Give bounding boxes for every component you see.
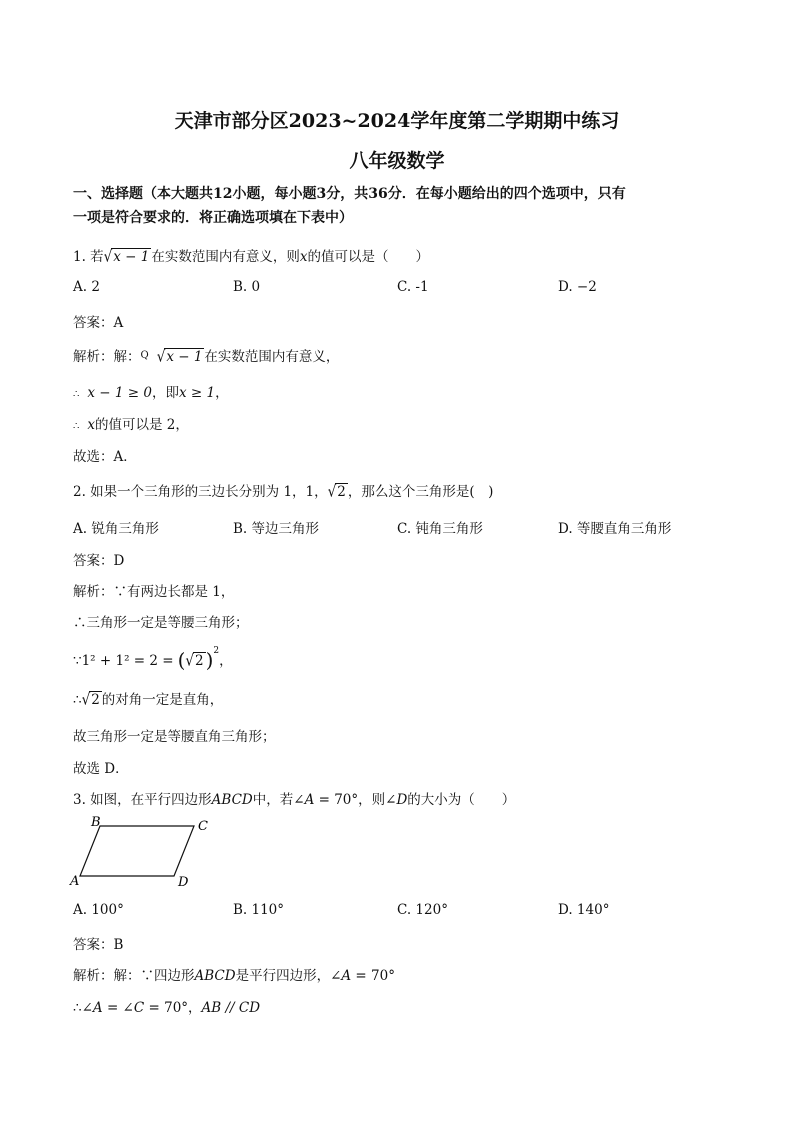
q3-stem: [73, 788, 515, 808]
q3-value: = 70°，则∠: [314, 792, 397, 808]
q2-solution-line3: [73, 646, 233, 672]
q1-step1-mid: ，即: [151, 385, 179, 401]
sqrt-icon: √: [327, 482, 337, 502]
section-heading-line1: 一、选择题（本大题共12小题，每小题3分，共36分．在每小题给出的四个选项中，只有: [73, 186, 626, 202]
q2-solution-line1: 解析：∵有两边长都是 1，: [73, 584, 235, 600]
therefore-icon: ∴: [73, 389, 80, 400]
q3-sol1-name: ABCD: [194, 968, 236, 984]
q3-option-a: A. 100°: [73, 902, 124, 918]
q1-solution-line2: [73, 381, 229, 401]
q1-answer: 答案：A: [73, 315, 124, 331]
q1-var: x: [299, 249, 308, 265]
vertex-label-d: D: [178, 875, 189, 890]
q3-figure-name: ABCD: [211, 792, 253, 808]
q1-option-d: D. −2: [558, 279, 597, 295]
page-title: 天津市部分区2023~2024学年度第二学期期中练习: [174, 110, 620, 132]
q2-option-d: D. 等腰直角三角形: [558, 521, 672, 537]
q1-conclusion: 故选：A．: [73, 449, 137, 465]
square-exponent: 2: [213, 646, 220, 656]
q3-sol2-prefix: ∴∠: [73, 1000, 93, 1016]
parallel-icon: //: [221, 1000, 239, 1016]
parallelogram-figure: [66, 814, 226, 890]
q3-solution-line1: [73, 964, 395, 984]
therefore-icon: ∴: [73, 421, 80, 432]
section-heading-line2: 一项是符合要求的．将正确选项填在下表中）: [73, 210, 353, 226]
q1-stem: [73, 245, 429, 265]
q2-sol3-eq: 1² + 1² = 2 =: [81, 653, 174, 669]
q2-solution-line4: [73, 688, 223, 708]
sqrt-icon: √: [103, 247, 113, 267]
q1-sol-suffix: 在实数范围内有意义，: [204, 349, 340, 365]
q1-sol-q: Q: [140, 350, 149, 361]
sqrt-icon: √: [156, 347, 166, 367]
q2-prefix: 2. 如果一个三角形的三边长分别为 1，1，: [73, 484, 328, 500]
q1-sol-prefix: 解析：解：: [73, 349, 141, 365]
q3-sol2-eq1: = ∠: [102, 1000, 134, 1016]
q1-step1-math: x − 1 ≥ 0: [87, 385, 152, 401]
q2-answer: 答案：D: [73, 553, 125, 569]
q2-sol4-radicand: 2: [91, 692, 100, 708]
q1-step2-var: x: [87, 417, 95, 433]
q3-sol2-cd: CD: [238, 1000, 261, 1016]
vertex-label-b: B: [91, 815, 101, 830]
q2-solution-line2: ∴三角形一定是等腰三角形；: [73, 615, 249, 631]
q3-sol1-prefix: 解析：解：∵四边形: [73, 968, 195, 984]
q3-angle-a: A: [304, 792, 315, 808]
vertex-label-a: A: [70, 874, 80, 889]
vertex-label-c: C: [198, 819, 208, 834]
q3-option-b: B. 110°: [233, 902, 285, 918]
q3-mid: 中，若∠: [252, 792, 305, 808]
q2-stem: [73, 480, 493, 500]
q2-option-c: C. 钝角三角形: [397, 521, 483, 537]
q3-prefix: 3. 如图，在平行四边形: [73, 792, 212, 808]
paren-left-icon: (: [177, 648, 186, 672]
q1-option-a: A. 2: [73, 279, 100, 295]
q3-answer: 答案：B: [73, 937, 124, 953]
q2-suffix: ，那么这个三角形是( ): [347, 484, 494, 500]
q1-step1-end: ，: [215, 385, 229, 401]
q3-sol1-angle: A: [341, 968, 352, 984]
q2-conclusion: 故选 D．: [73, 761, 129, 777]
q1-prefix: 1. 若: [73, 249, 104, 265]
q3-sol2-ab: AB: [201, 1000, 222, 1016]
sqrt-icon: √: [185, 651, 194, 671]
parallelogram-shape: [80, 826, 194, 876]
q3-option-c: C. 120°: [397, 902, 448, 918]
page-subtitle: 八年级数学: [349, 150, 445, 172]
q2-option-a: A. 锐角三角形: [73, 521, 159, 537]
q1-option-b: B. 0: [233, 279, 261, 295]
q1-sol-radicand: x − 1: [166, 349, 203, 365]
q1-solution-line3: [73, 413, 189, 433]
q1-suffix: 在实数范围内有意义，则: [151, 249, 300, 265]
q1-suffix2: 的值可以是（ ）: [307, 249, 430, 265]
q1-option-c: C. -1: [397, 279, 429, 295]
q3-sol2-c: C: [133, 1000, 145, 1016]
q3-angle-d: D: [396, 792, 408, 808]
q2-radicand: 2: [337, 484, 346, 500]
q2-sol3-radicand: 2: [195, 653, 204, 669]
q1-step2-text: 的值可以是 2，: [95, 417, 189, 433]
q3-sol2-eq2: = 70°，: [144, 1000, 202, 1016]
q2-solution-line5: 故三角形一定是等腰直角三角形；: [73, 729, 276, 745]
q3-sol1-mid: 是平行四边形，∠: [235, 968, 342, 984]
q3-option-d: D. 140°: [558, 902, 610, 918]
because-icon: ∵: [73, 653, 82, 669]
q2-sol4-prefix: ∴: [73, 692, 82, 708]
q1-step1-math2: x ≥ 1: [178, 385, 216, 401]
q3-solution-line2: [73, 996, 260, 1016]
q3-sol1-value: = 70°: [351, 968, 395, 984]
paren-right-icon: ): [205, 648, 214, 672]
sqrt-icon: √: [81, 690, 91, 710]
q3-suffix: 的大小为（ ）: [407, 792, 516, 808]
q2-sol4-suffix: 的对角一定是直角，: [101, 692, 224, 708]
q2-sol3-end: ，: [219, 653, 233, 669]
q2-option-b: B. 等边三角形: [233, 521, 320, 537]
q1-radicand: x − 1: [113, 249, 150, 265]
q1-solution-line1: [73, 345, 339, 365]
q3-sol2-a: A: [92, 1000, 103, 1016]
